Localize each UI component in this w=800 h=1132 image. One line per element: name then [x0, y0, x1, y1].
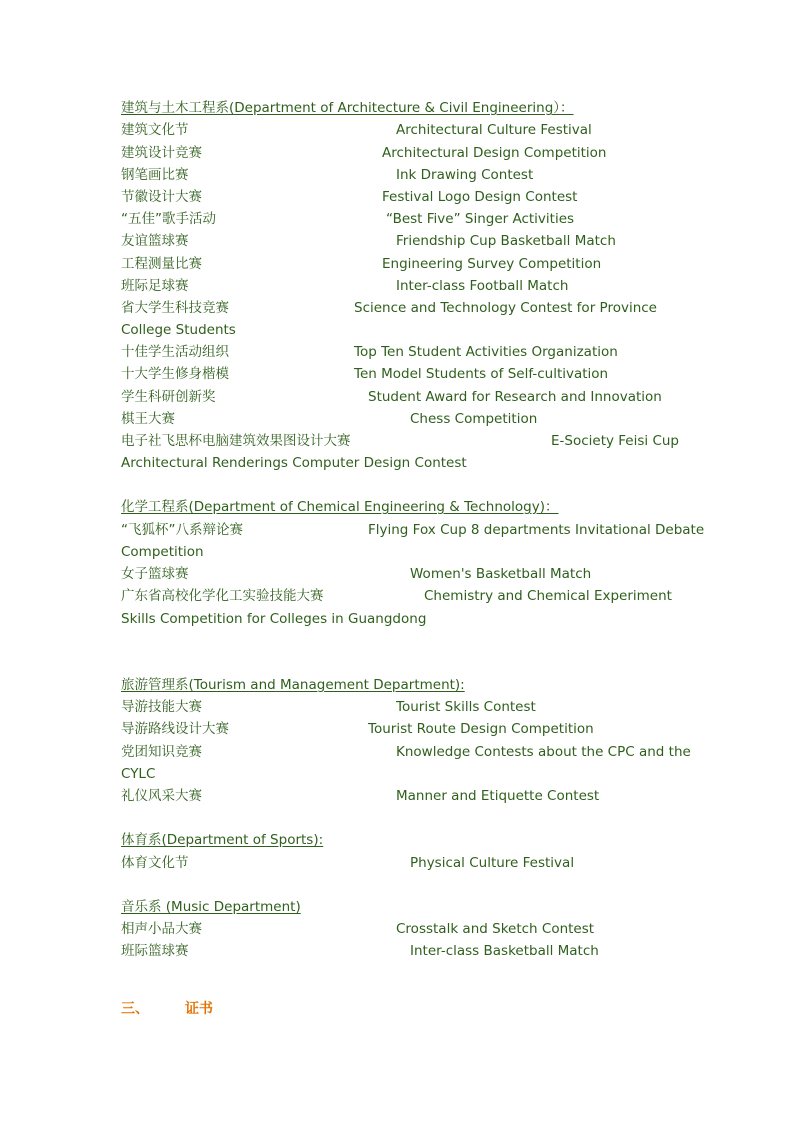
item-en-continuation: Competition: [121, 544, 204, 560]
item-en: Architectural Culture Festival: [396, 122, 592, 138]
item-en: Knowledge Contests about the CPC and the: [396, 744, 691, 760]
item-en-continuation: Skills Competition for Colleges in Guangdong: [121, 611, 427, 627]
item-cn: 班际足球赛: [121, 278, 189, 294]
section-heading-chemical: 化学工程系(Department of Chemical Engineering & Technology)：: [121, 499, 559, 515]
item-cn: 友谊篮球赛: [121, 233, 189, 249]
item-cn: 班际篮球赛: [121, 943, 189, 959]
item-en: “Best Five” Singer Activities: [386, 211, 575, 227]
item-en: Manner and Etiquette Contest: [396, 788, 600, 804]
section-heading-music: 音乐系 (Music Department): [121, 899, 301, 915]
item-en: Ink Drawing Contest: [396, 167, 534, 183]
item-cn: 女子篮球赛: [121, 566, 189, 582]
section-heading-tourism: 旅游管理系(Tourism and Management Department):: [121, 677, 465, 693]
item-cn: 建筑设计竞赛: [121, 145, 202, 161]
item-cn: 建筑文化节: [121, 122, 189, 138]
item-cn: 党团知识竞赛: [121, 744, 202, 760]
item-cn: 十佳学生活动组织: [121, 344, 229, 360]
item-cn: 礼仪风采大赛: [121, 788, 202, 804]
item-en: Ten Model Students of Self-cultivation: [354, 366, 609, 382]
item-en: Tourist Route Design Competition: [368, 721, 594, 737]
item-cn: 节徽设计大赛: [121, 189, 202, 205]
item-en: Crosstalk and Sketch Contest: [396, 921, 595, 937]
section-heading-sports: 体育系(Department of Sports):: [121, 832, 324, 848]
chapter-number: 三、: [121, 1001, 149, 1017]
item-cn: 钢笔画比赛: [121, 167, 189, 183]
item-en: Festival Logo Design Contest: [382, 189, 578, 205]
item-cn: 省大学生科技竞赛: [121, 300, 229, 316]
item-cn: 导游路线设计大赛: [121, 721, 229, 737]
item-cn: 棋王大赛: [121, 411, 175, 427]
item-en: Top Ten Student Activities Organization: [354, 344, 618, 360]
item-en: Inter-class Football Match: [396, 278, 569, 294]
item-cn: 导游技能大赛: [121, 699, 202, 715]
section-heading-architecture: 建筑与土木工程系(Department of Architecture & Civil Engineering）：: [121, 100, 574, 116]
item-cn: 广东省高校化学化工实验技能大赛: [121, 588, 324, 604]
item-en: Inter-class Basketball Match: [410, 943, 599, 959]
item-cn: 学生科研创新奖: [121, 389, 216, 405]
item-en-continuation: Architectural Renderings Computer Design Contest: [121, 455, 467, 471]
item-en-continuation: College Students: [121, 322, 236, 338]
item-cn: 电子社飞思杯电脑建筑效果图设计大赛: [121, 433, 351, 449]
item-cn: 十大学生修身楷模: [121, 366, 229, 382]
item-cn: 体育文化节: [121, 855, 189, 871]
item-cn: 工程测量比赛: [121, 256, 202, 272]
item-en: Women's Basketball Match: [410, 566, 592, 582]
item-cn: “飞狐杯”八系辩论赛: [121, 522, 243, 538]
item-en: Tourist Skills Contest: [396, 699, 536, 715]
chapter-title: 证书: [185, 1001, 213, 1017]
item-en: Physical Culture Festival: [410, 855, 575, 871]
item-en: Friendship Cup Basketball Match: [396, 233, 616, 249]
item-en: Chemistry and Chemical Experiment: [424, 588, 672, 604]
item-en: Chess Competition: [410, 411, 538, 427]
item-en-continuation: CYLC: [121, 766, 156, 782]
item-en: Engineering Survey Competition: [382, 256, 602, 272]
item-en: Student Award for Research and Innovation: [368, 389, 662, 405]
item-cn: “五佳”歌手活动: [121, 211, 216, 227]
item-en: Architectural Design Competition: [382, 145, 607, 161]
item-en: Science and Technology Contest for Province: [354, 300, 657, 316]
item-en: Flying Fox Cup 8 departments Invitational Debate: [368, 522, 705, 538]
item-en: E-Society Feisi Cup: [551, 433, 679, 449]
item-cn: 相声小品大赛: [121, 921, 202, 937]
